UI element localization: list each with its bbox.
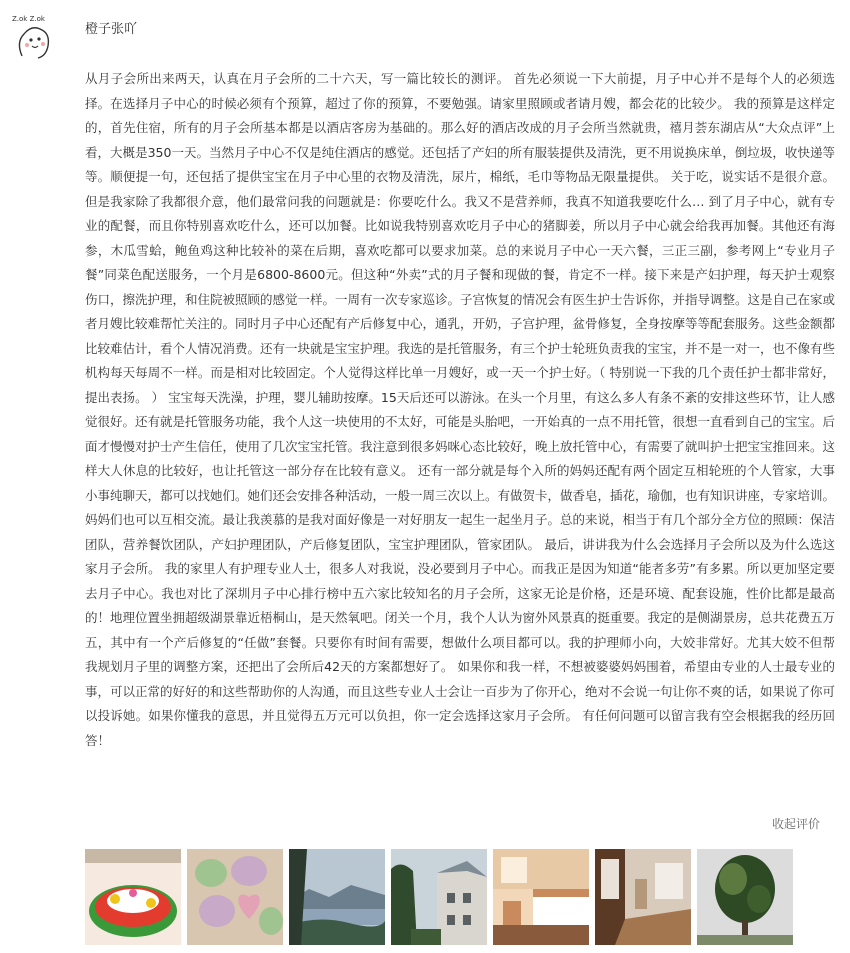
avatar-caption: Z.ok Z.ok (12, 15, 45, 23)
photo-thumbnail-tree[interactable] (697, 849, 793, 945)
photo-thumbnail-building[interactable] (391, 849, 487, 945)
photo-thumbnail-hallway[interactable] (595, 849, 691, 945)
avatar[interactable] (10, 12, 60, 62)
hallway-photo (595, 849, 691, 945)
cake-photo (85, 849, 181, 945)
collapse-review-link[interactable]: 收起评价 (771, 817, 820, 831)
photo-thumbnail-cake[interactable] (85, 849, 181, 945)
username[interactable]: 橙子张吖 (85, 22, 138, 37)
review-text: 从月子会所出来两天，认真在月子会所的二十六天，写一篇比较长的测评。 首先必须说一下大前提，月子中心并不是每个人的必须选择。在选择月子中心的时候必须有个预算，超过了你的预算，不要勉强。请家里照顾或者请月嫂，都会花的比较少。 我的预算是这样定的，首先住宿，所有的月子会所基本都是以酒店客房为基础的。那么好的酒店改成的月子会所当然就贵，禧月荟东湖店从“大众点评”上看，大概是350一天。当然月子中心不仅是纯住酒店的感觉。还包括了产妇的所有服装提供及清洗，更不用说换床单，倒垃圾，收快递等等。顺便提一句，还包括了提供宝宝在月子中心里的衣物及清洗，尿片，棉纸，毛巾等物品无限量提供。 关于吃，说实话不是很介意。但是我家除了我都很介意，他们最常问我的问题就是：你要吃什么。我又不是营养师，我真不知道我要吃什么… 到了月子中心，就有专业的配餐，而且你特别喜欢吃什么，还可以加餐。比如说我特别喜欢吃月子中心的猪脚姜，所以月子中心就会给我再加餐。其他还有海参，木瓜雪蛤，鲍鱼鸡这种比较补的菜在后期，喜欢吃都可以要求加菜。总的来说月子中心一天六餐，三正三副，参考网上“专业月子餐”同菜色配送服务，一个月是6800-8600元。但这种“外卖”式的月子餐和现做的餐，肯定不一样。接下来是产妇护理，每天护士观察伤口，擦洗护理，和住院被照顾的感觉一样。一周有一次专家巡诊。子宫恢复的情况会有医生护士告诉你，并指导调整。这是自己在家或者月嫂比较难帮忙关注的。同时月子中心还配有产后修复中心，通乳，开奶，子宫护理，盆骨修复，全身按摩等等配套服务。这些金额都比较难估计，看个人情况消费。还有一块就是宝宝护理。我选的是托管服务，有三个护士轮班负责我的宝宝，并不是一对一，也不像有些机构每天每周不一样。而是相对比较固定。个人觉得这样比单一月嫂好，或一天一个护士好。（ 特别说一下我的几个责任护士都非常好，提出表扬。 ） 宝宝每天洗澡，护理，婴儿辅助按摩。15天后还可以游泳。在头一个月里，有这么多人有条不紊的安排这些环节，让人感觉很好。还有就是托管服务功能，我个人这一块使用的不太好，可能是头胎吧，一开始真的一点不用托管，很想一直看到自己的宝宝。后面才慢慢对护士产生信任，使用了几次宝宝托管。我注意到很多妈咪心态比较好，晚上放托管中心，有需要了就叫护士把宝宝推回来。这样大人休息的比较好，也让托管这一部分存在比较有意义。 还有一部分就是每个入所的妈妈还配有两个固定互相轮班的个人管家，大事小事纯聊天，都可以找她们。她们还会安排各种活动，一般一周三次以上。有做贺卡，做香皂，插花，瑜伽，也有知识讲座，专家培训。妈妈们也可以互相交流。最让我羡慕的是我对面好像是一对好朋友一起生一起坐月子。总的来说，相当于有几个部分全方位的照顾：保洁团队，营养餐饮团队，产妇护理团队，产后修复团队，宝宝护理团队，管家团队。 最后，讲讲我为什么会选择月子会所以及为什么选这家月子会所。 我的家里人有护理专业人士，很多人对我说，没必要到月子中心。而我正是因为知道“能者多劳”有多累。所以更加坚定要去月子中心。我也对比了深圳月子中心排行榜中五六家比较知名的月子会所，这家无论是价格，还是环境、配套设施，性价比都是最高的！地理位置坐拥超级湖景靠近梧桐山，是天然氧吧。闭关一个月，我个人认为窗外风景真的挺重要。我定的是侧湖景房，总共花费五万五，其中有一个产后修复的“任做”套餐。只要你有时间有需要，想做什么项目都可以。我的护理师小向，大姣非常好。尤其大姣不但帮我规划月子里的调整方案，还把出了会所后42天的方案都想好了。 如果你和我一样，不想被婆婆妈妈围着，希望由专业的人士最专业的事，可以正常的好好的和这些帮助你的人沟通，而且这些专业人士会让一百步为了你开心，绝对不会说一句让你不爽的话，如果说了你可以投诉她。如果你懂我的意思，并且觉得五万元可以负担，你一定会选择这家月子会所。 有任何问题可以留言我有空会根据我的经历回答！ (85, 71, 836, 748)
photo-strip (85, 849, 793, 945)
photo-thumbnail-lake-view[interactable] (289, 849, 385, 945)
room-photo (493, 849, 589, 945)
soap-photo (187, 849, 283, 945)
avatar-cartoon-icon (10, 12, 60, 62)
building-photo (391, 849, 487, 945)
photo-thumbnail-room[interactable] (493, 849, 589, 945)
photo-thumbnail-soap[interactable] (187, 849, 283, 945)
lake-view-photo (289, 849, 385, 945)
tree-photo (697, 849, 793, 945)
